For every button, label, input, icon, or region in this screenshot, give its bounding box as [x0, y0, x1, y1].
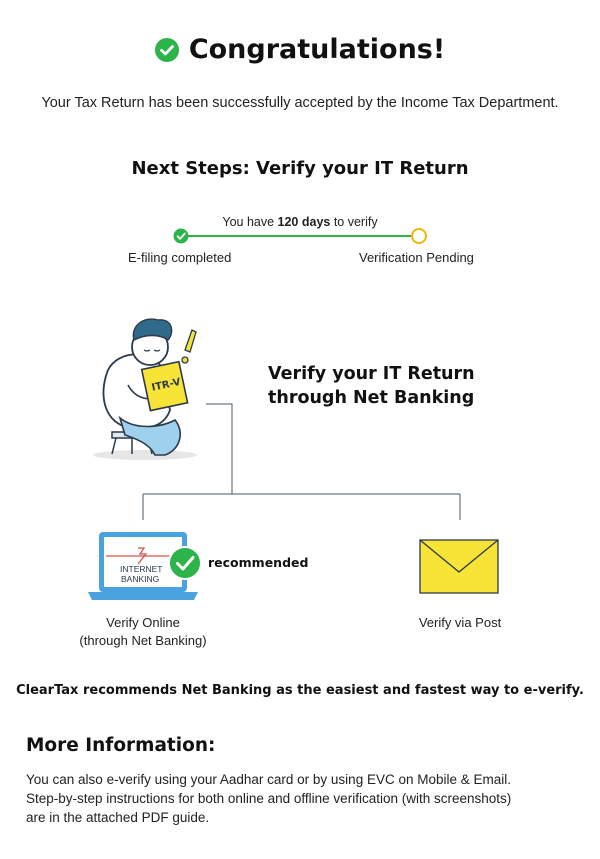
person-reading-illustration: [93, 319, 197, 460]
exclamation-icon: [182, 330, 196, 363]
days-value: 120 days: [277, 215, 331, 229]
step-efiling-completed: E-filing completed: [128, 250, 232, 265]
more-info-title: More Information:: [26, 735, 216, 756]
page-title: Congratulations!: [188, 34, 446, 65]
option-verify-post[interactable]: Verify via Post: [418, 615, 502, 630]
more-info-line3: are in the attached PDF guide.: [26, 810, 210, 825]
recommended-check-icon: [169, 547, 201, 579]
acceptance-message: Your Tax Return has been successfully accepted by the Income Tax Department.: [41, 95, 559, 111]
tree-connector-lines: [143, 404, 460, 520]
days-prefix: You have: [222, 215, 278, 229]
laptop-text-line2: BANKING: [121, 574, 160, 584]
more-info-line2: Step-by-step instructions for both online and offline verification (with screenshots): [26, 791, 512, 806]
laptop-text-line1: INTERNET: [120, 564, 163, 574]
option-online-line2: (through Net Banking): [79, 633, 207, 648]
cleartax-recommendation: ClearTax recommends Net Banking as the easiest and fastest way to e-verify.: [16, 683, 584, 698]
verify-heading-line1: Verify your IT Return: [268, 364, 475, 384]
recommended-badge: recommended: [208, 555, 309, 570]
option-online-line1: Verify Online: [106, 615, 180, 630]
more-info-text: [26, 770, 586, 827]
verify-heading-line2: through Net Banking: [268, 388, 475, 408]
envelope-icon: [420, 540, 498, 593]
days-suffix: to verify: [330, 215, 378, 229]
more-info-line1: You can also e-verify using your Aadhar card or by using EVC on Mobile & Email.: [26, 772, 512, 787]
document-label: ITR-V: [150, 376, 182, 394]
verify-net-banking-heading: [268, 362, 528, 410]
option-verify-online[interactable]: [68, 614, 218, 650]
next-steps-title: Next Steps: Verify your IT Return: [131, 158, 469, 179]
step-verification-pending: Verification Pending: [359, 250, 474, 265]
